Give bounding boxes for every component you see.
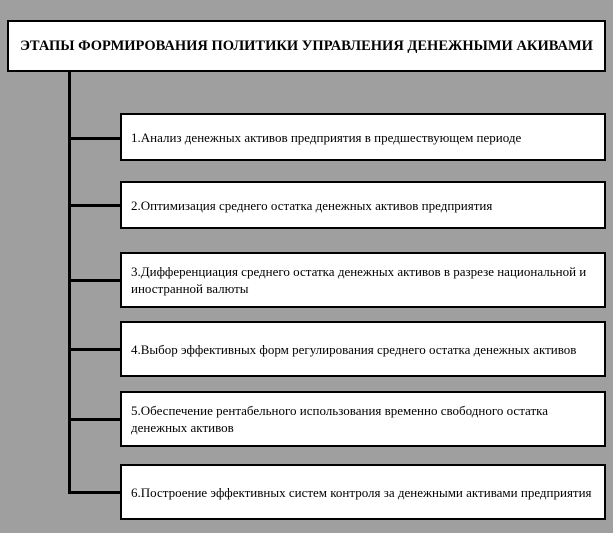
connector-stub-6	[68, 491, 120, 494]
stage-label-1: 1.Анализ денежных активов предприятия в предшествующем периоде	[131, 129, 522, 145]
stage-box-2	[120, 181, 606, 229]
stage-label-5: 5.Обеспечение рентабельного использования временно свободного остатка денежных активов	[131, 403, 549, 435]
connector-stub-2	[68, 204, 120, 207]
stage-label-3: 3.Дифференциация среднего остатка денежных активов в разрезе национальной и иностранной валюты	[131, 264, 587, 296]
connector-stub-5	[68, 418, 120, 421]
stage-box-6	[120, 464, 606, 520]
stage-box-4	[120, 321, 606, 377]
stage-box-1	[120, 113, 606, 161]
stage-box-3	[120, 252, 606, 308]
connector-stub-3	[68, 279, 120, 282]
connector-stub-1	[68, 137, 120, 140]
stage-label-4: 4.Выбор эффективных форм регулирования среднего остатка денежных активов	[131, 341, 577, 357]
connector-trunk-line	[68, 72, 71, 494]
diagram-title: ЭТАПЫ ФОРМИРОВАНИЯ ПОЛИТИКИ УПРАВЛЕНИЯ ДЕНЕЖНЫМИ АКИВАМИ	[20, 37, 593, 54]
diagram-title-box	[7, 20, 606, 72]
stage-box-5	[120, 391, 606, 447]
stage-label-2: 2.Оптимизация среднего остатка денежных активов предприятия	[131, 197, 493, 213]
connector-stub-4	[68, 348, 120, 351]
stage-label-6: 6.Построение эффективных систем контроля за денежными активами предприятия	[131, 484, 592, 500]
